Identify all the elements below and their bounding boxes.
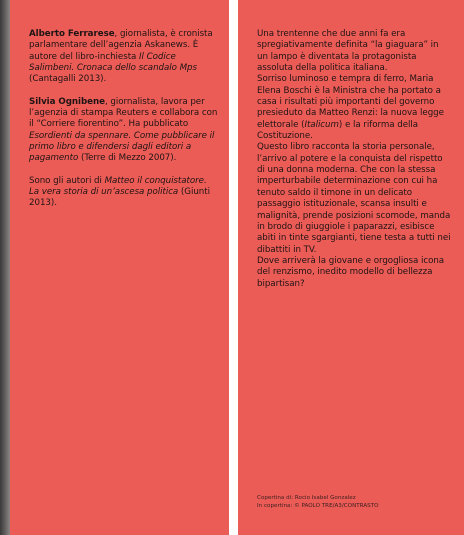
author-name: Silvia Ognibene xyxy=(29,96,105,107)
book-title: Matteo il conquistatore. La vera storia di un’ascesa politica xyxy=(29,175,207,198)
fold-gap xyxy=(229,0,238,535)
cover-edge xyxy=(0,0,10,535)
credit-line: Copertina di: Rocio Isabel Gonzalez xyxy=(257,495,356,501)
synopsis-paragraph: Una trentenne che due anni fa era spregiativamente definita “la giaguara” in un lampo è diventata la protagonista assoluta della politica italiana. xyxy=(257,29,439,74)
synopsis-paragraph: Questo libro racconta la storia personale, l’arrivo al potere e la conquista del rispetto di una donna moderna. Che con la stessa imperturbabile determinazione con cui ha tenuto saldo il timone in un delicato passaggio istituzionale, scansa insulti e malignità, prende posizioni scomode, manda in brodo di giuggiole i paparazzi, esibisce abiti in tinte sgargianti, tiene testa a tutti nei dibattiti in TV. xyxy=(257,142,451,255)
left-flap xyxy=(10,0,229,535)
synopsis-paragraph: Dove arriverà la giovane e orgogliosa icona del renzismo, inedito modello di bellezza bipartisan? xyxy=(257,255,445,289)
book-title: Il Codice Salimbeni. Cronaca dello scandalo Mps xyxy=(29,51,197,74)
credit-line: In copertina: © PAOLO TRE/A3/CONTRASTO xyxy=(257,502,379,509)
authors-note: Sono gli autori di Matteo il conquistatore. La vera storia di un’ascesa politica (Giunti 2013). xyxy=(29,175,210,209)
author-bio-ferrarese: Alberto Ferrarese, giornalista, è cronista parlamentare dell’agenzia Askanews. È autore del libro-inchiesta Il Codice Salimbeni. Cronaca dello scandalo Mps (Cantagalli 2013). xyxy=(29,29,213,85)
synopsis-paragraph: Sorriso luminoso e tempra di ferro, Maria Elena Boschi è la Ministra che ha portato a casa i risultati più importanti del governo presieduto da Matteo Renzi: la nuova legge elettorale (Italicum) e la riforma della Costituzione. xyxy=(257,74,444,142)
right-flap xyxy=(238,0,464,535)
author-bio-ognibene: Silvia Ognibene, giornalista, lavora per l’agenzia di stampa Reuters e collabora con il “Corriere fiorentino”. Ha pubblicato Esordienti da spennare. Come pubblicare il primo libro e difendersi dagli editori a pagamento (Terre di Mezzo 2007). xyxy=(29,96,218,164)
author-name: Alberto Ferrarese xyxy=(29,29,115,39)
cover-credits xyxy=(257,495,379,510)
book-title: Esordienti da spennare. Come pubblicare il primo libro e difendersi dagli editori a pagamento xyxy=(29,130,215,164)
